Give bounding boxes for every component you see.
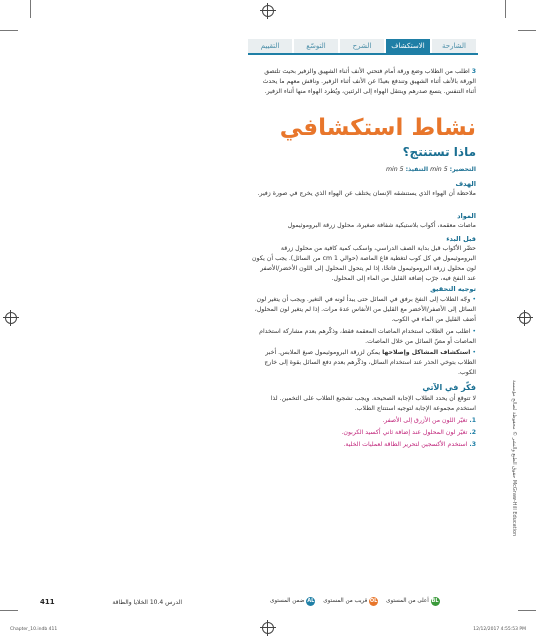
copyright-text: حقوق الطبع والنشر © محفوظة لصالح مؤسسة McGraw-Hill Education: [511, 380, 517, 537]
slug-filename: Chapter_10.indb 411: [10, 627, 58, 632]
tab-explore[interactable]: الاستكشاف: [386, 39, 430, 53]
tab-explain[interactable]: الشرح: [340, 39, 384, 53]
guide-bullet-text: اطلب من الطلاب استخدام الماصات المعقمة فقط، وذكّرهم بعدم مشاركة استخدام الماصات أو مصّ السائل من خلال الماصات.: [259, 328, 476, 345]
registration-mark-right: [519, 312, 531, 324]
tab-engage[interactable]: الشارحة: [432, 39, 476, 53]
registration-mark-left: [5, 312, 17, 324]
bullet-icon: •: [472, 349, 476, 356]
think-intro: لا تتوقع أن يحدد الطلاب الإجابة الصحيحة. ويجب تشجيع الطلاب على التخمين. لذا استخدم مجموعة الإجابة لتوجيه استنتاج الطلاب.: [270, 395, 476, 412]
level-item: [323, 597, 378, 606]
intro-number: 3: [471, 68, 476, 75]
answer-number: 1.: [469, 417, 476, 424]
troubleshooting-label: استكشاف المشاكل وإصلاحها: [382, 349, 471, 356]
registration-mark-bottom: [262, 622, 274, 634]
crop-mark: [0, 610, 18, 611]
level-label: أعلى من المستوى: [386, 598, 429, 604]
level-badge-bl: BL: [431, 598, 439, 604]
guide-bullet: [250, 327, 476, 347]
crop-mark: [0, 30, 18, 31]
footer-lesson: الدرس 10.4 الخلايا والطاقة: [112, 599, 182, 606]
materials-text: ماصات معقمة، أكواب بلاستيكية شفافة صغيرة، محلول زرقة البروموثيمول: [287, 222, 476, 229]
level-badge-al: AL: [307, 598, 315, 604]
intro-text: اطلب من الطلاب وضع ورقة أمام فتحتي الأنف أثناء الشهيق والزفير بحيث تلتصق الورقة بالأنف أثناء الشهيق وتندفع بعيدًا عن الأنف أثناء الزفير. وناقش معهم ما يحدث أثناء التنفس. يتسع صدرهم وينتقل الهواء إلى الرئتين، ويُطرد الهواء منها أثناء الزفير.: [262, 68, 476, 95]
answer-text: تغيّر اللون من الأزرق إلى الأصفر.: [382, 417, 468, 424]
before-start-text: حضّر الأكواب قبل بداية الصف الدراسي، واسكب كمية كافية من محلول زرقة البروموثيمول في كل كوب لتغطية قاع الماصة (حوالي 1 cm من السائل). يجب أن يكون لون محلول زرقة البروموثيمول فاتحًا، إذا لم يتحول المحلول إلى اللون الأخضر/الأصفر عند النفخ فيه، جرّب إضافة القليل من الماء إلى المحلول.: [252, 245, 476, 282]
level-item: [386, 597, 439, 606]
level-label: قريب من المستوى: [323, 598, 368, 604]
troubleshooting-text: يمكن لزرقة البروموثيمول صبغ الملابس. أخبر الطلاب بتوخي الحذر عند استخدام السائل، وذكّرهم بعدم دفع السائل بقوة إلى خارج الكوب.: [264, 349, 476, 376]
bullet-icon: •: [472, 328, 476, 335]
level-label: ضمن المستوى: [270, 598, 305, 604]
crop-mark: [505, 0, 506, 18]
tab-elaborate[interactable]: التوسّع: [294, 39, 338, 53]
think-heading: فكّر في الآتي: [422, 383, 476, 392]
think-answer-3: [250, 440, 476, 450]
bullet-icon: •: [472, 296, 476, 303]
activity-subtitle: ماذا تستنتج؟: [402, 145, 476, 159]
crop-mark: [518, 30, 536, 31]
troubleshooting-bullet: [250, 348, 476, 378]
materials-heading: المواد: [457, 212, 476, 220]
level-item: [270, 597, 315, 606]
answer-text: استخدم الأكسجين لتحرير الطاقة لعمليات الخلية.: [343, 441, 468, 448]
guide-heading: توجيه التحقيق: [430, 285, 476, 293]
tab-evaluate[interactable]: التقييم: [248, 39, 292, 53]
answer-number: 3.: [469, 441, 476, 448]
intro-paragraph: [254, 67, 476, 97]
think-answer-1: [250, 416, 476, 426]
tab-bar-underline: [248, 53, 478, 55]
think-answer-2: [250, 428, 476, 438]
section-tab-bar: [248, 39, 476, 53]
level-badge-ol: OL: [369, 598, 378, 604]
before-start-heading: قبل البدء: [446, 235, 476, 243]
crop-mark: [30, 0, 31, 18]
prep-label: التحضير:: [449, 166, 476, 173]
footer-page-number: 411: [40, 598, 55, 606]
activity-title: نشاط استكشافي: [279, 115, 476, 141]
timing-line: [250, 165, 476, 175]
answer-text: تغيّر لون المحلول عند إضافة ثاني أكسيد الكربون.: [341, 429, 468, 436]
level-legend: [270, 597, 484, 606]
objective-text: ملاحظة أن الهواء الذي يستنشقه الإنسان يختلف عن الهواء الذي يخرج في صورة زفير.: [257, 190, 476, 197]
implementation-label: التنفيذ:: [405, 166, 429, 173]
objective-heading: الهدف: [455, 180, 476, 188]
guide-bullet-text: وجّه الطلاب إلى النفخ برفق في السائل حتى يبدأ لونه في التغير. ويجب أن يتغير لون السائل إلى الأصفر/الأخضر مع القليل من الأنفاس عدة مرات. إذا لم يتغير لون المحلول، أضف القليل من الماء في الكوب.: [254, 296, 476, 323]
registration-mark-top: [262, 5, 274, 17]
answer-number: 2.: [469, 429, 476, 436]
prep-time: 5 min: [430, 166, 448, 173]
copyright-side-text: [507, 380, 525, 620]
slug-timestamp: 12/12/2017 4:55:53 PM: [473, 627, 526, 632]
implementation-time: 5 min: [386, 166, 404, 173]
guide-bullet: [250, 295, 476, 325]
